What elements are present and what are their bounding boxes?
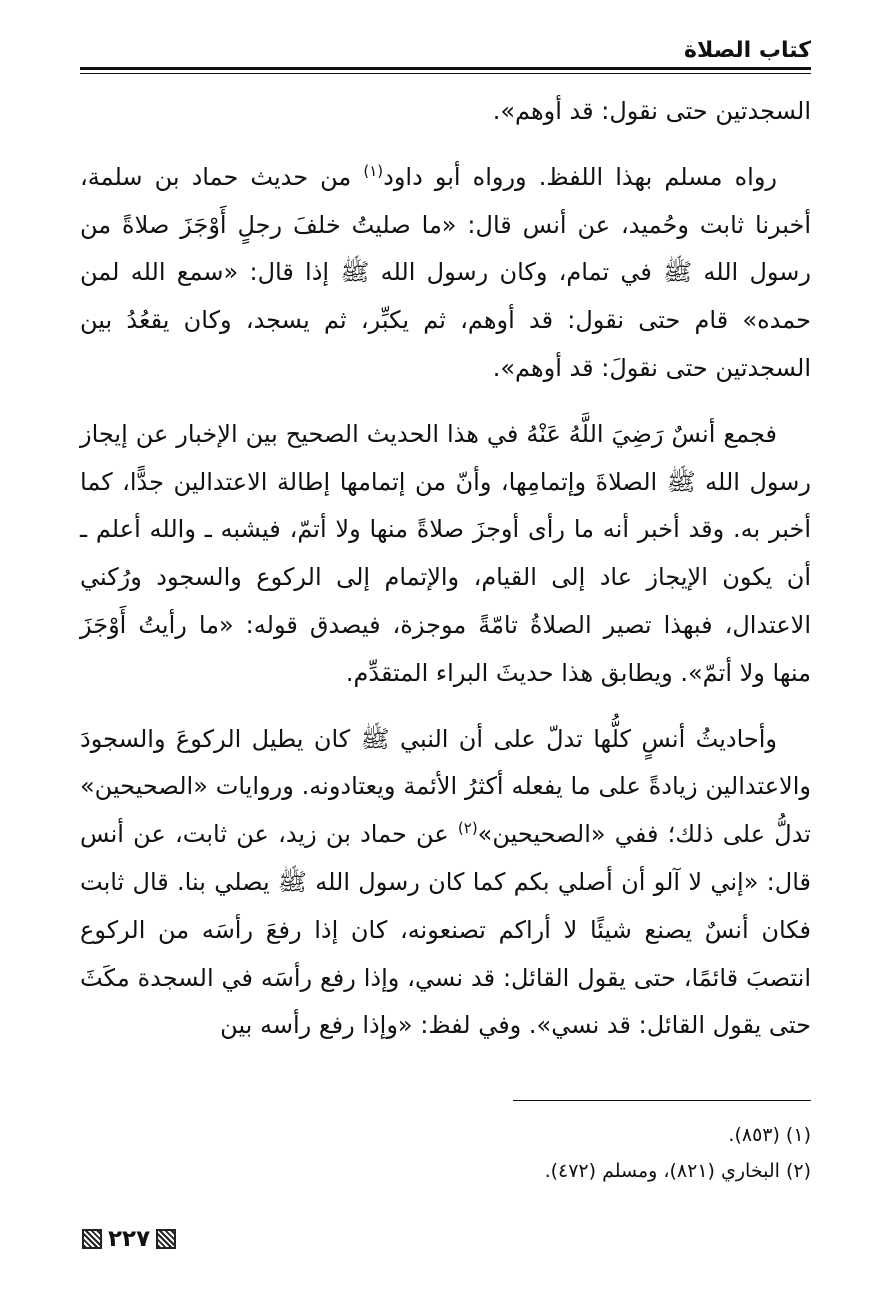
paragraph: السجدتين حتى نقول: قد أوهم».: [492, 97, 811, 125]
paragraph-text: رواه مسلم بهذا اللفظ. ورواه أبو داود: [383, 162, 777, 191]
running-header: [80, 38, 811, 68]
main-text: [80, 88, 811, 1050]
paragraph: [80, 154, 811, 393]
paragraph-text: وأحاديثُ أنسٍ كلُّها تدلّ على أن النبي ﷺ كان يطيل الركوعَ والسجودَ والاعتدالين زيادةً على ما يفعله أكثرُ الأئمة ويعتادونه. وروايات «الصحيحين» تدلُّ على ذلك؛ ففي «الصحيحين»: [80, 724, 811, 849]
page-number: ٢٢٧: [108, 1226, 151, 1252]
paragraph: [80, 716, 811, 1051]
footnote: (١) (٨٥٣).: [728, 1124, 811, 1146]
ornament-icon: [156, 1229, 176, 1249]
footnote-reference: (٢): [457, 819, 478, 838]
paragraph-text: عن حماد بن زيد، عن ثابت، عن أنس قال: «إني لا آلو أن أصلي بكم كما كان رسول الله ﷺ يصلي بنا. قال ثابت فكان أنسٌ يصنع شيئًا لا أراكم تصنعونه، كان إذا رفعَ رأسَه من الركوع انتصبَ قائمًا، حتى يقول القائل: قد نسي، وإذا رفع رأسَه في السجدة مكَثَ حتى يقول القائل: قد نسي». وفي لفظ: «وإذا رفع رأسه بين: [80, 820, 811, 1040]
header-rule-thin: [80, 73, 811, 74]
footnote-separator: [513, 1100, 811, 1101]
footnote: (٢) البخاري (٨٢١)، ومسلم (٤٧٢).: [544, 1160, 811, 1182]
paragraph: فجمع أنسٌ رَضِيَ اللَّهُ عَنْهُ في هذا الحديث الصحيح بين الإخبار عن إيجاز رسول الله ﷺ الصلاةَ وإتمامِها، وأنّ من إتمامها إطالة الاعتدالين جدًّا، كما أخبر به. وقد أخبر أنه ما رأى أوجزَ صلاةً منها ولا أتمّ، فيشبه ـ والله أعلم ـ أن يكون الإيجاز عاد إلى القيام، والإتمام إلى الركوع والسجود ورُكني الاعتدال، فبهذا تصير الصلاةُ تامّةً موجزة، فيصدق قوله: «ما رأيتُ أَوْجَزَ منها ولا أتمّ». ويطابق هذا حديثَ البراء المتقدِّم.: [80, 419, 811, 687]
footnotes: [80, 1117, 811, 1189]
chapter-title: كتاب الصلاة: [684, 38, 811, 63]
ornament-icon: [82, 1229, 102, 1249]
page-number-block: [82, 1222, 176, 1256]
header-rule-thick: [80, 67, 811, 70]
footnote-reference: (١): [363, 161, 384, 180]
paragraph-text: من حديث حماد بن سلمة، أخبرنا ثابت وحُميد، عن أنس قال: «ما صليتُ خلفَ رجلٍ أَوْجَزَ صلاةً من رسول الله ﷺ في تمام، وكان رسول الله ﷺ إذا قال: «سمع الله لمن حمده» قام حتى نقول: قد أوهم، ثم يكبِّر، ثم يسجد، وكان يقعُدُ بين السجدتين حتى نقولَ: قد أوهم».: [80, 162, 811, 382]
